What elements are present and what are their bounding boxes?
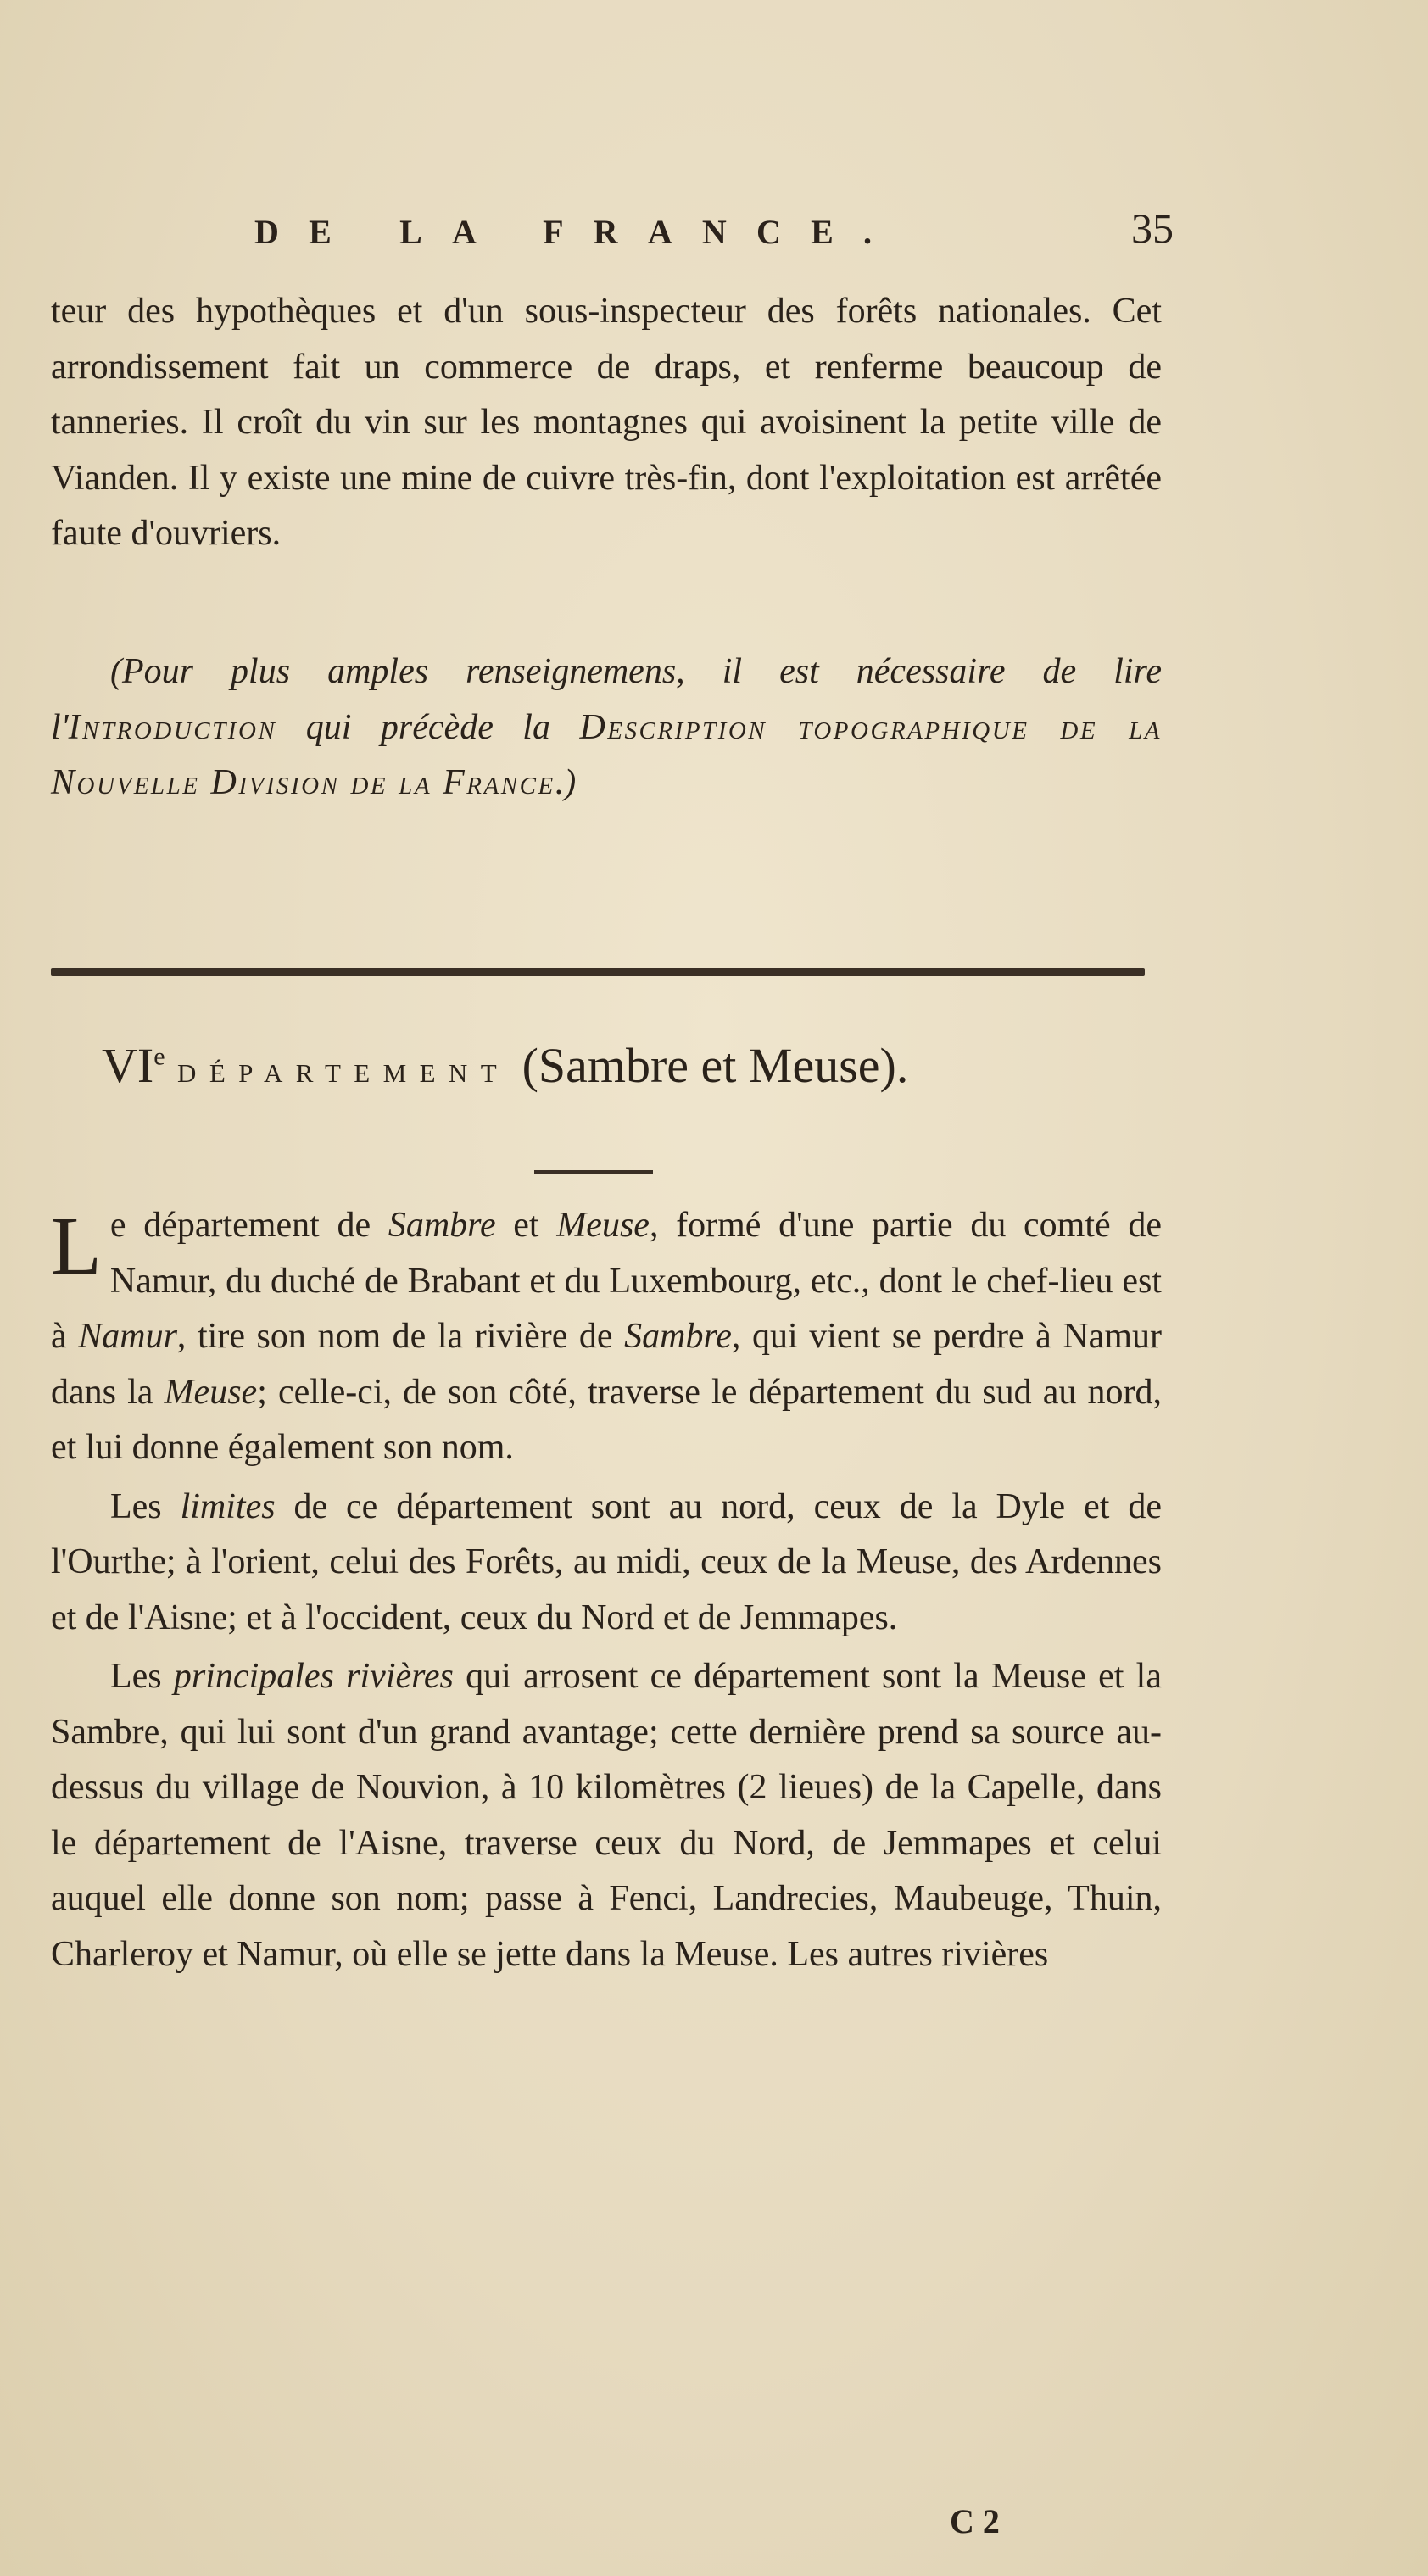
text-run: , tire son nom de la rivière de — [176, 1317, 625, 1356]
italic-run: limites — [180, 1486, 276, 1526]
section-divider-rule — [51, 968, 1145, 976]
paragraph-text: teur des hypothèques et d'un sous-inspecteur des forêts nationales. Cet arrondissement fait un commerce de draps, et renferme beaucoup de tanneries. Il croît du vin sur les montagnes qui avoisinent la petite ville de Vianden. Il y existe une mine de cuivre très-fin, dont l'exploitation est arrêtée faute d'ouvriers. — [51, 292, 1162, 553]
text-run: Les — [110, 1486, 181, 1526]
page-number: 35 — [1131, 204, 1174, 252]
body-paragraph-3 — [51, 1649, 1162, 1982]
section-ordinal-sup: e — [153, 1042, 165, 1071]
text-run: Les — [110, 1657, 174, 1696]
section-body — [51, 1198, 1162, 1986]
note-smallcaps-description: Description topographique de la Nouvelle Division de la France — [51, 707, 1162, 802]
running-head: DE LA FRANCE. — [254, 213, 902, 251]
italic-run: principales rivières — [173, 1657, 454, 1696]
italic-run: Meuse — [164, 1372, 258, 1412]
text-run: ; celle-ci, de son côté, traverse le département du sud au nord, et lui donne également son nom. — [51, 1372, 1163, 1467]
section-ordinal: VI — [102, 1038, 154, 1093]
note-paragraph — [51, 644, 1162, 811]
body-paragraph-2 — [51, 1480, 1162, 1647]
note-lead: (Pour plus amples renseignemens, il est nécessaire de lire l' — [51, 652, 1162, 747]
text-run: qui arrosent ce département sont la Meuse et la Sambre, qui lui sont d'un grand avantage; cette dernière prend sa source au-dessus du village de Nouvion, à 10 kilomètres (2 lieues) de la Capelle, dans le département de l'Aisne, traverse ceux du Nord, de Jemmapes et celui auquel elle donne son nom; passe à Fenci, Landrecies, Maubeuge, Thuin, Charleroy et Namur, où elle se jette dans la Meuse. Les autres rivières — [51, 1657, 1162, 1974]
italic-run: Sambre — [624, 1317, 732, 1356]
note-text — [51, 644, 1162, 811]
section-heading — [102, 1037, 908, 1094]
text-run: e département de — [109, 1206, 388, 1245]
note-mid: qui précède la — [276, 707, 580, 747]
note-smallcaps-introduction: Introduction — [68, 707, 277, 747]
note-tail: .) — [555, 763, 577, 802]
body-paragraph-1 — [51, 1198, 1162, 1476]
page-header — [254, 204, 1174, 263]
drop-cap: L — [51, 1201, 102, 1292]
text-run: de ce département sont au nord, ceux de la Dyle et de l'Ourthe; à l'orient, celui des Forêts, au midi, ceux de la Meuse, des Ardennes et de l'Aisne; et à l'occident, ceux du Nord et de Jemmapes. — [51, 1486, 1162, 1637]
text-run: , qui vient se perdre à Namur dans la — [51, 1317, 1162, 1412]
text-run: , formé d'une partie du comté de Namur, du duché de Brabant et du Luxembourg, etc., dont le chef-lieu est à — [51, 1206, 1163, 1356]
text-run: et — [495, 1206, 557, 1245]
signature-mark: C 2 — [950, 2502, 1000, 2540]
italic-run: Sambre — [388, 1206, 496, 1245]
italic-run: Meuse — [556, 1206, 650, 1245]
section-title: (Sambre et Meuse). — [510, 1038, 909, 1093]
section-smallcaps-word: département — [177, 1049, 510, 1090]
italic-run: Namur — [78, 1317, 177, 1356]
continuation-paragraph — [51, 284, 1162, 562]
heading-short-rule — [534, 1170, 653, 1174]
